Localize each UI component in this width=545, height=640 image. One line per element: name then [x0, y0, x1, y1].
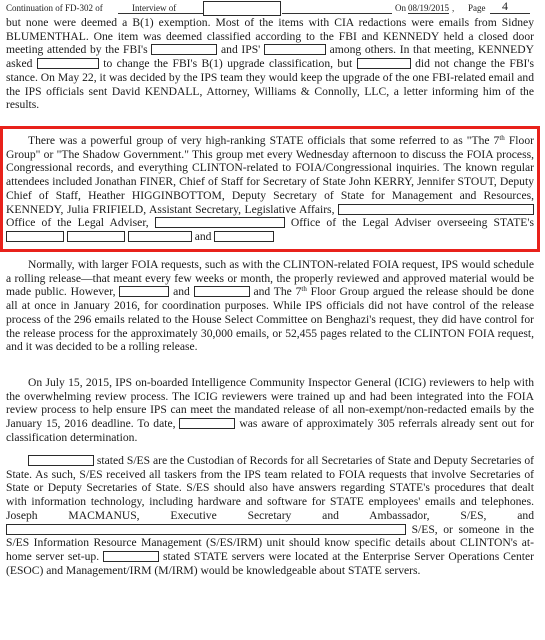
continuation-label: Continuation of FD-302 of	[6, 3, 103, 13]
p3-text-3: and The 7	[253, 285, 302, 299]
p3-text-4: Floor Group argued the release should be done all at once in January 2016, for coordination purposes. While IPS officials did not have control of the release process of the 296 emails related to the House Select Committee on Benghazi's request, they did have control for the release process for the approximately 30,000 emails, or 52,455 pages related to the CLINTON FOIA request, and it was decided to be a rolling release.	[6, 285, 534, 354]
redaction-box	[6, 524, 406, 535]
date-value: 08/19/2015	[408, 3, 450, 13]
p2-text-5: and	[194, 229, 212, 243]
on-label: On	[395, 3, 406, 13]
p2-text-2: Floor Group" or "The Shadow Government." This group met every Wednesday afternoon to discuss the FOIA process, Congressional records, and everything CLINTON-related to FOIA/Congressional inquiries. The known regular attendees included Jonathan FINER, Chief of Staff for Secretary of State John KERRY, Jennifer STOUT, Deputy Chief of Staff, Heather HIGGINBOTTOM, Deputy Secretary of State for Management and Resources, KENNEDY, Julia FRIFIELD, Assistant Secretary, Legislative Affairs,	[6, 134, 534, 216]
p2-text-1: There was a powerful group of very high-ranking STATE officials that some referred to as "The 7	[28, 134, 500, 147]
redaction-box	[128, 231, 192, 242]
paragraph-1	[6, 16, 534, 112]
redaction-box	[338, 204, 534, 215]
paragraph-3	[6, 258, 534, 354]
page-label: Page	[468, 3, 486, 13]
p1-text-4: to change the FBI's B(1) upgrade classification, but	[103, 57, 353, 71]
p3-text-2: and	[173, 285, 190, 299]
page-number-line	[490, 3, 530, 14]
p5-text-1: stated S/ES are the Custodian of Records for all Secretaries of State and Deputy Secretaries of State. As such, S/ES received all taskers from the IPS team related to FOIA requests that involve Secretaries of State or Deputy Secretaries of State. S/ES should also have answers regarding STATE's procedures that dealt with information technology, including hardware and software for STATE employees' emails and telephones. Joseph MACMANUS, Executive Secretary and Ambassador, S/ES, and	[6, 454, 534, 522]
p3-text-1: Normally, with larger FOIA requests, such as with the CLINTON-related FOIA request, IPS would schedule a rolling release—that meant every few weeks or month, the properly reviewed and approved material would be made public. However,	[6, 258, 534, 299]
redaction-box	[155, 217, 285, 228]
p5-text-2: S/ES, or someone in the S/ES Information Resource Management (S/ES/IRM) unit should know specific details about CLINTON's at-home server set-up.	[6, 522, 534, 563]
p1-text-1: but none were deemed a B(1) exemption. Most of the items with CIA redactions were emails from Sidney BLUMENTHAL. One item was deemed classified according to the FBI and KENNEDY held a closed door meeting attended by the FBI's	[6, 16, 534, 57]
redaction-box	[28, 455, 94, 466]
redaction-box	[67, 231, 125, 242]
redaction-box	[214, 231, 274, 242]
header-fill-line	[282, 3, 392, 14]
p1-text-2: and IPS'	[221, 43, 261, 57]
paragraph-2	[6, 134, 534, 244]
p2-text-4: Office of the Legal Adviser overseeing STATE's	[290, 216, 534, 230]
document-header	[6, 2, 536, 16]
redaction-box	[6, 231, 64, 242]
redaction-box	[103, 551, 159, 562]
page-number: 4	[502, 0, 508, 13]
paragraph-4	[6, 376, 534, 445]
redaction-box	[194, 286, 250, 297]
redaction-box	[119, 286, 169, 297]
redaction-box	[151, 44, 217, 55]
interview-of-label: Interview of	[132, 3, 177, 13]
p2-text-3: Office of the Legal Adviser,	[6, 216, 149, 230]
p4-text-1: On July 15, 2015, IPS on-boarded Intelligence Community Inspector General (ICIG) reviewers to help with the overwhelming review process. The ICIG reviewers were trained up and had been integrated into the FOIA review process to help ensure IPS can meet the mandated release of all non-exempt/non-redacted emails by the January 15, 2016 deadline. To date,	[6, 376, 534, 431]
redaction-box	[357, 58, 411, 69]
dots: ,	[452, 3, 455, 13]
redaction-box	[203, 1, 281, 16]
superscript: th	[499, 134, 505, 142]
redaction-box	[264, 44, 326, 55]
p4-text-2: was aware of approximately 305 referrals already sent out for classification determination.	[6, 417, 535, 444]
paragraph-5	[6, 454, 534, 577]
p5-text-3: stated STATE servers were located at the Enterprise Server Operations Center (ESOC) and Management/IRM (M/IRM) would be knowledgeable about STATE servers.	[6, 549, 535, 577]
redaction-box	[37, 58, 99, 69]
redaction-box	[179, 418, 235, 429]
superscript: th	[301, 285, 307, 294]
p1-text-3: among others. In that meeting, KENNEDY asked	[6, 43, 535, 71]
p1-text-5: did not change the FBI's stance. On May 22, it was decided by the IPS team they would keep the upgrade of the one FBI-related email and the IPS officials sent David KENDALL, Attorney, Williams & Connolly, LLC, a letter informing him of the results.	[6, 57, 535, 112]
